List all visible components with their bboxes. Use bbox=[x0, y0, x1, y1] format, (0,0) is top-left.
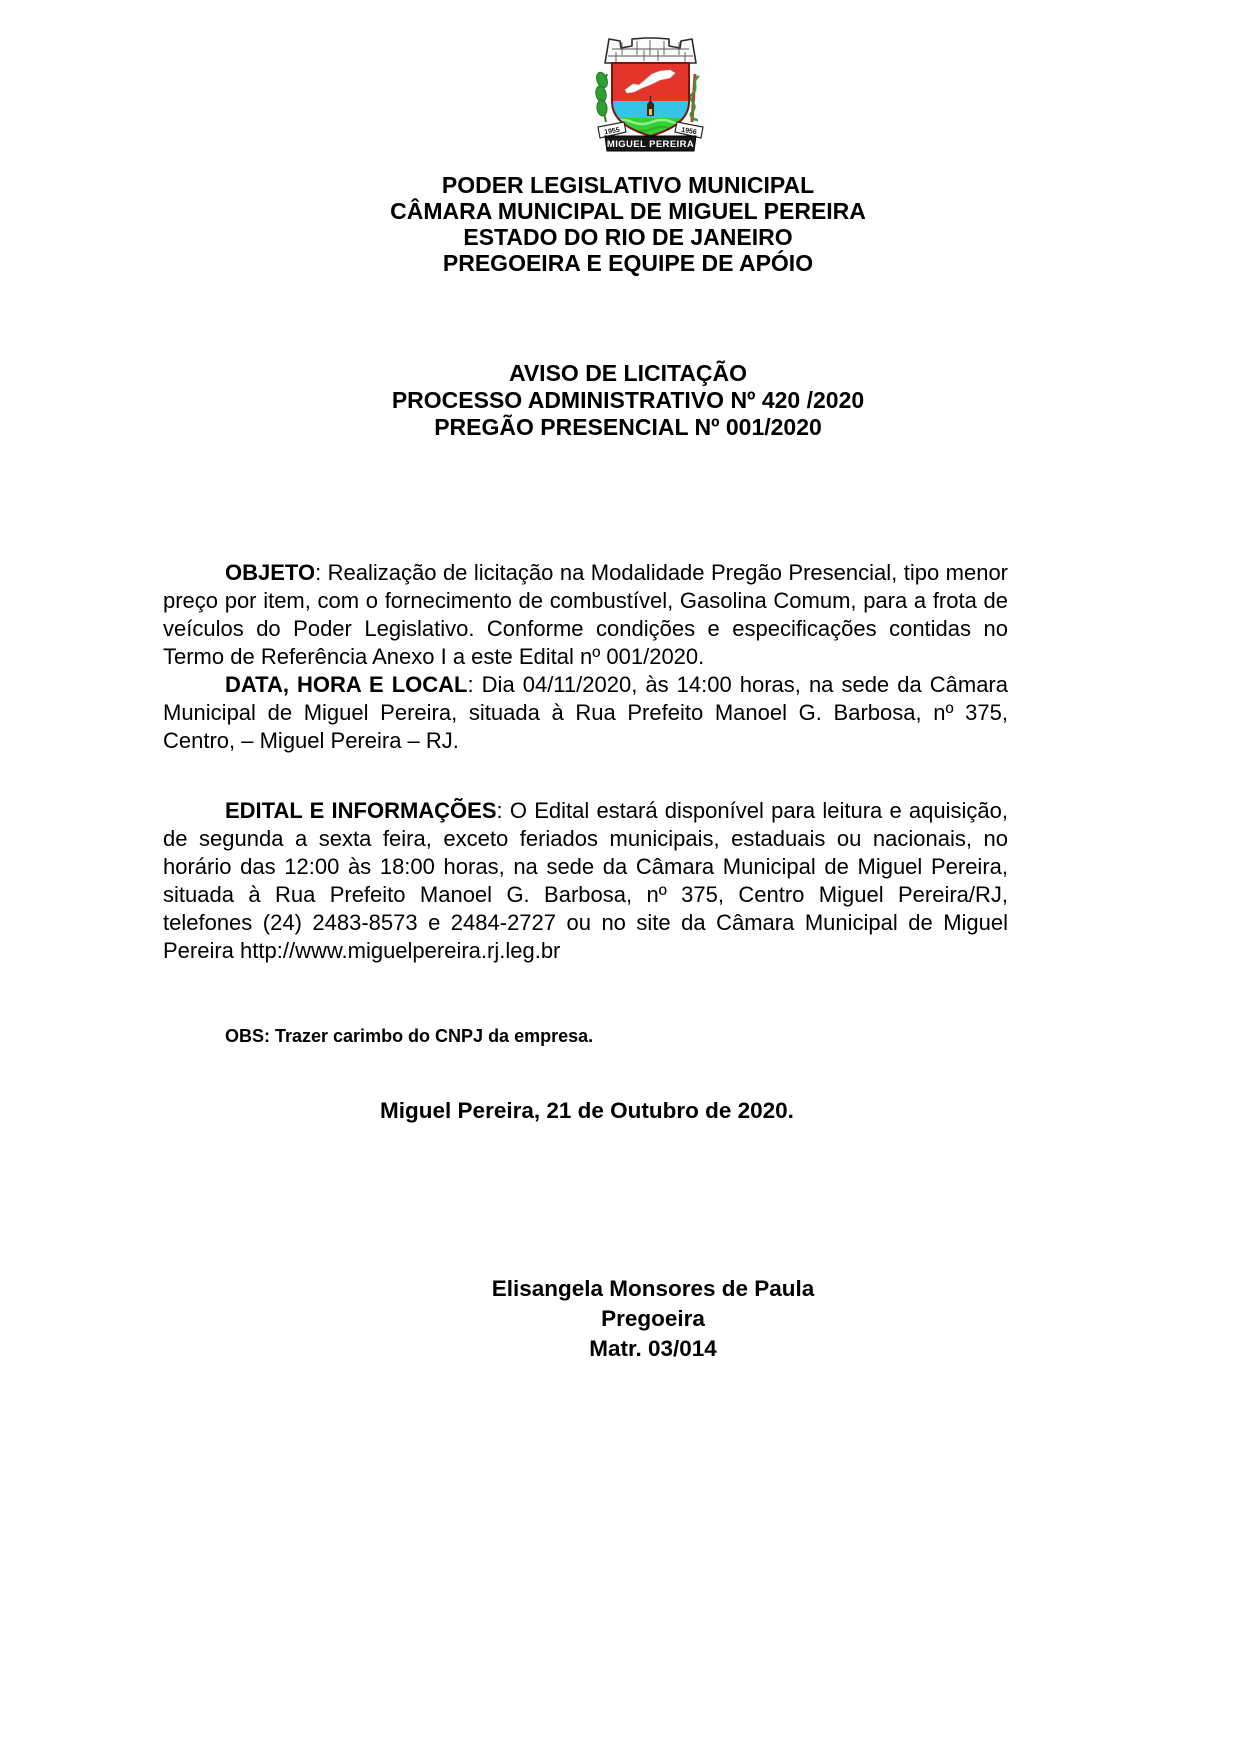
title-line-3: PREGÃO PRESENCIAL Nº 001/2020 bbox=[434, 414, 822, 440]
org-header-line-3: ESTADO DO RIO DE JANEIRO bbox=[463, 224, 793, 250]
signer-matricula: Matr. 03/014 bbox=[589, 1336, 717, 1361]
banner-icon bbox=[605, 136, 696, 151]
document-body bbox=[163, 559, 1008, 965]
paragraph-objeto bbox=[163, 559, 1008, 671]
signature-block bbox=[233, 1274, 1073, 1364]
paragraph-data-hora-local bbox=[163, 671, 1008, 755]
signer-name: Elisangela Monsores de Paula bbox=[491, 1276, 815, 1301]
municipal-coat-of-arms-icon bbox=[592, 30, 710, 154]
branch-icon bbox=[594, 71, 609, 122]
edital-informacoes-text: : O Edital estará disponível para leitura e aquisição, de segunda a sexta feira, exceto feriados municipais, estaduais ou nacionais, no horário das 12:00 às 18:00 horas, na sede da Câmara Municipal de Miguel Pereira, situada à Rua Prefeito Manoel G. Barbosa, nº 375, Centro Miguel Pereira/RJ, telefones (24) 2483-8573 e 2484-2727 ou no site da Câmara Municipal de Miguel Pereira http://www.miguelpereira.rj.leg.br bbox=[163, 798, 1008, 963]
org-header-line-2: CÂMARA MUNICIPAL DE MIGUEL PEREIRA bbox=[390, 198, 866, 224]
obs-note: OBS: Trazer carimbo do CNPJ da empresa. bbox=[225, 1026, 594, 1046]
ribbon-left-year: 1955 bbox=[603, 126, 621, 137]
title-line-2: PROCESSO ADMINISTRATIVO Nº 420 /2020 bbox=[391, 387, 865, 413]
data-hora-local-text: : Dia 04/11/2020, às 14:00 horas, na sede da Câmara Municipal de Miguel Pereira, situada à Rua Prefeito Manoel G. Barbosa, nº 375, Centro, – Miguel Pereira – RJ. bbox=[163, 672, 1008, 753]
org-header bbox=[15, 172, 1241, 276]
data-hora-local-label: DATA, HORA E LOCAL bbox=[225, 672, 468, 697]
document-title bbox=[15, 360, 1241, 441]
crown-icon bbox=[605, 38, 696, 63]
date-line: Miguel Pereira, 21 de Outubro de 2020. bbox=[380, 1098, 794, 1123]
org-header-line-1: PODER LEGISLATIVO MUNICIPAL bbox=[441, 172, 815, 198]
org-header-line-4: PREGOEIRA E EQUIPE DE APÓIO bbox=[442, 250, 814, 276]
signer-role: Pregoeira bbox=[601, 1306, 705, 1331]
paragraph-edital-informacoes bbox=[163, 797, 1008, 965]
objeto-text: : Realização de licitação na Modalidade Pregão Presencial, tipo menor preço por item, com o fornecimento de combustível, Gasolina Comum, para a frota de veículos do Poder Legislativo. Conforme condições e especificações contidas no Termo de Referência Anexo I a este Edital nº 001/2020. bbox=[163, 560, 1008, 669]
title-line-1: AVISO DE LICITAÇÃO bbox=[508, 360, 748, 386]
objeto-label: OBJETO bbox=[225, 560, 316, 585]
banner-text: MIGUEL PEREIRA bbox=[606, 139, 695, 150]
serpent-staff-icon bbox=[690, 74, 699, 122]
edital-informacoes-label: EDITAL E INFORMAÇÕES bbox=[225, 798, 497, 823]
ribbon-right-year: 1956 bbox=[680, 126, 698, 137]
